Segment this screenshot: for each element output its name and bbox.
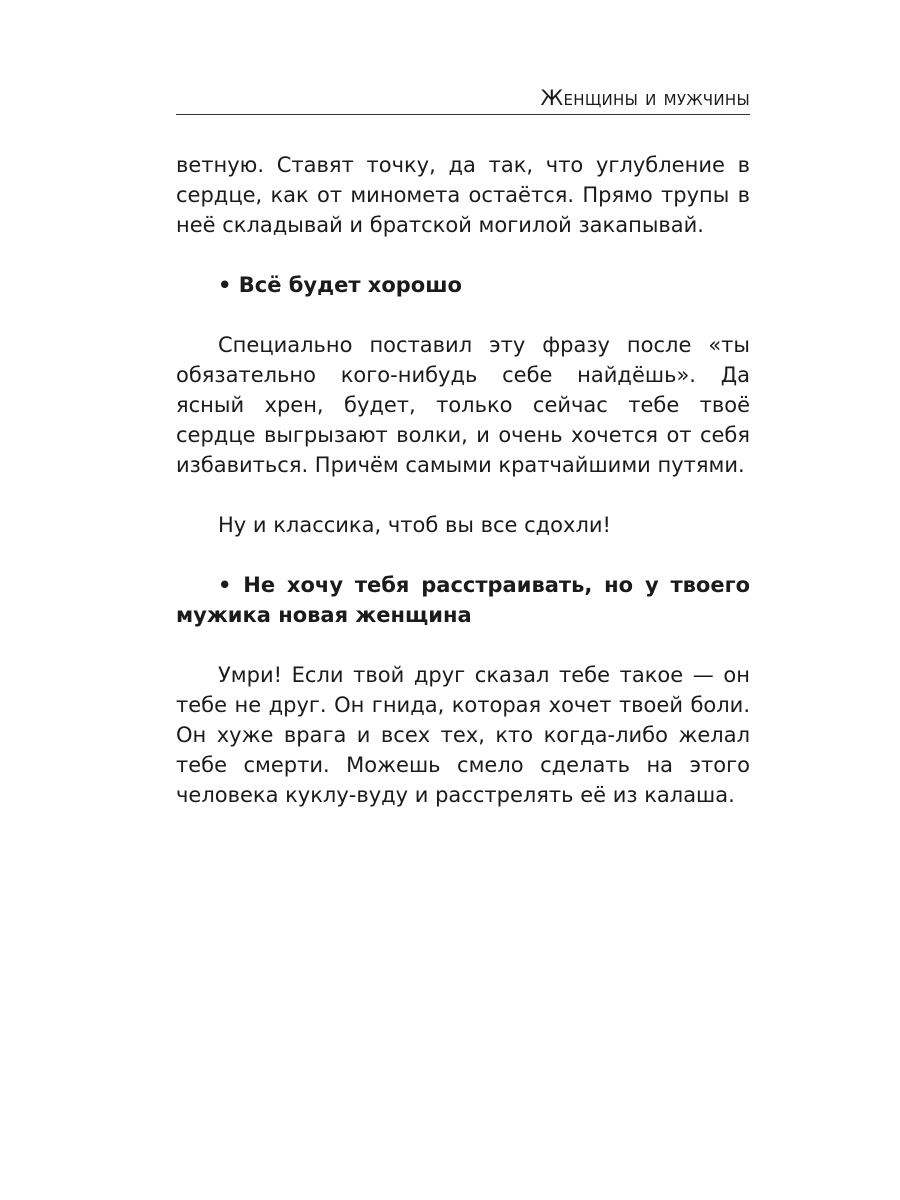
paragraph-continuation: ветную. Ставят точку, да так, что углубление в сердце, как от миномета остаётся. Прямо трупы в неё складывай и братской могилой закапывай. xyxy=(176,153,750,237)
section-heading-2 xyxy=(176,570,750,630)
running-title: Женщины и мужчины xyxy=(540,86,750,110)
section-heading-1 xyxy=(176,270,750,300)
spacer xyxy=(176,480,750,510)
bullet-icon: • xyxy=(218,273,232,297)
spacer xyxy=(176,240,750,270)
header-rule xyxy=(176,114,750,115)
spacer xyxy=(176,630,750,660)
bullet-icon: • xyxy=(218,573,232,597)
paragraph: Специально поставил эту фразу после «ты обязательно кого-нибудь себе найдёшь». Да ясный хрен, будет, только сейчас тебе твоё сердце выгрызают волки, и очень хочется от себя избавиться. Причём самыми кратчайшими путями. xyxy=(176,333,750,477)
page-body xyxy=(176,150,750,810)
spacer xyxy=(176,300,750,330)
spacer xyxy=(176,540,750,570)
section-heading-1-text: Всё будет хорошо xyxy=(238,273,462,297)
paragraph: Умри! Если твой друг сказал тебе такое — он тебе не друг. Он гнида, которая хочет твоей боли. Он хуже врага и всех тех, кто когда-либо желал тебе смерти. Можешь смело сделать на этого человека куклу-вуду и расстрелять её из калаша. xyxy=(176,663,750,807)
section-heading-2-text: Не хочу тебя расстраивать, но у твоего мужика новая женщина xyxy=(176,573,750,627)
paragraph: Ну и классика, чтоб вы все сдохли! xyxy=(218,513,611,537)
